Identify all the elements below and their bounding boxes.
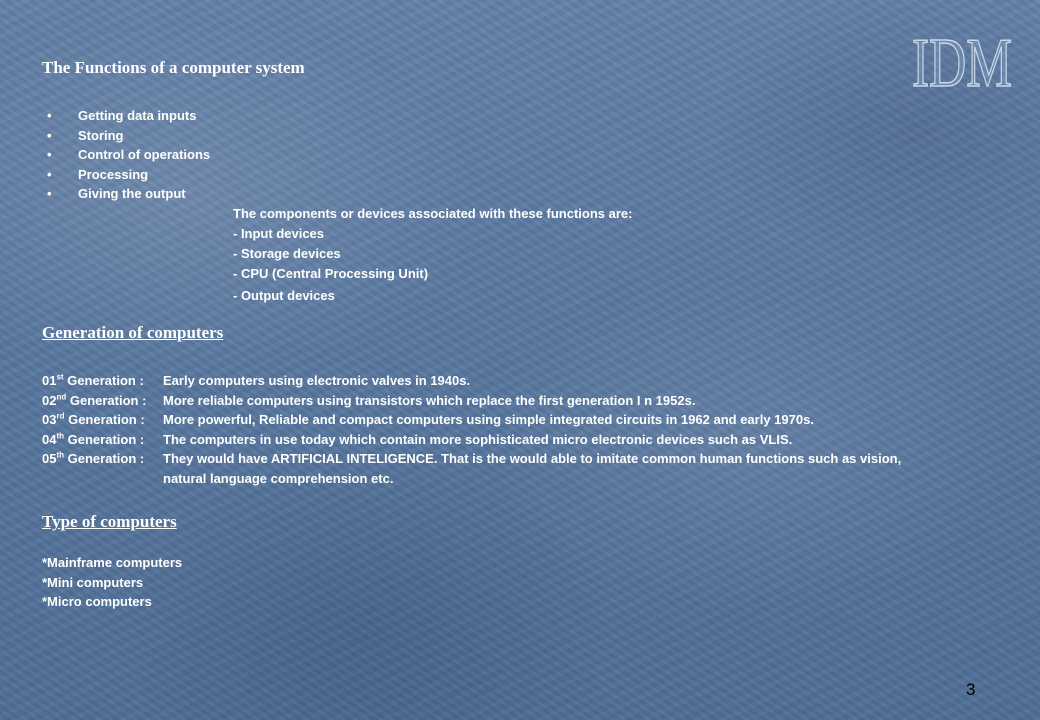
functions-bullet-list <box>47 106 210 204</box>
generation-text: The computers in use today which contain more sophisticated micro electronic devices such as VLIS. <box>163 431 793 447</box>
bullet-text: Getting data inputs <box>78 108 197 123</box>
list-item <box>47 165 210 185</box>
bullet-icon: • <box>47 186 52 201</box>
list-item <box>47 126 210 146</box>
generation-row <box>42 449 901 469</box>
bullet-icon: • <box>47 108 52 123</box>
generation-row <box>42 371 901 391</box>
bullet-icon: • <box>47 166 52 182</box>
generations-list <box>42 371 901 488</box>
bullet-icon: • <box>47 147 52 162</box>
bullet-text: Giving the output <box>78 186 186 201</box>
generation-text: natural language comprehension etc. <box>163 470 394 486</box>
list-item: *Mini computers <box>42 574 144 590</box>
list-item: *Micro computers <box>42 594 152 609</box>
component-item: - Output devices <box>233 288 335 303</box>
component-item: - CPU (Central Processing Unit) <box>233 266 429 281</box>
list-item <box>47 145 210 165</box>
generation-row <box>42 410 901 430</box>
bullet-icon: • <box>47 127 52 143</box>
types-list <box>42 553 182 612</box>
generation-label: 04th Generation : <box>42 431 145 447</box>
idm-logo <box>910 25 1014 102</box>
page-number: 3 <box>966 680 976 699</box>
component-item: - Storage devices <box>233 246 341 261</box>
generation-text: More powerful, Reliable and compact computers using simple integrated circuits in 1962 and early 1970s. <box>163 412 814 427</box>
components-intro: The components or devices associated with these functions are: <box>233 206 633 221</box>
bullet-text: Processing <box>78 166 149 182</box>
generation-label: 01st Generation : <box>42 372 144 388</box>
generation-label: 02nd Generation : <box>42 392 147 408</box>
component-item: - Input devices <box>233 226 325 241</box>
generation-label: 03rd Generation : <box>42 411 145 427</box>
generation-row <box>42 430 901 450</box>
logo-text: IDM <box>912 25 1012 102</box>
functions-title: The Functions of a computer system <box>42 58 305 77</box>
generation-text: They would have ARTIFICIAL INTELIGENCE. That is the would able to imitate common human functions such as vision, <box>163 451 902 466</box>
bullet-text: Storing <box>78 127 124 143</box>
generations-title: Generation of computers <box>42 323 224 342</box>
types-title: Type of computers <box>42 512 177 531</box>
list-item <box>47 106 210 126</box>
bullet-text: Control of operations <box>78 147 211 162</box>
generation-text: Early computers using electronic valves in 1940s. <box>163 373 471 388</box>
generation-row-continuation <box>42 469 901 489</box>
generation-text: More reliable computers using transistors which replace the first generation I n 1952s. <box>163 392 696 408</box>
list-item <box>47 184 210 204</box>
generation-label: 05th Generation : <box>42 450 145 466</box>
generation-row <box>42 391 901 411</box>
list-item: *Mainframe computers <box>42 555 183 570</box>
components-block <box>233 204 633 306</box>
